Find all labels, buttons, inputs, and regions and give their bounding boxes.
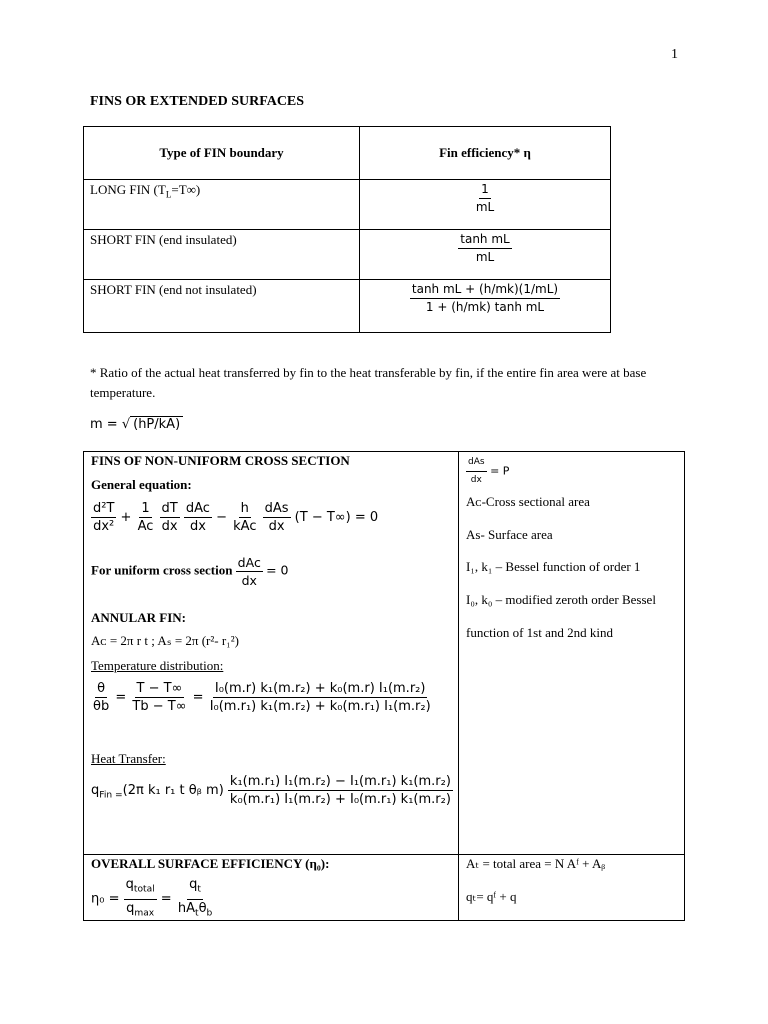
note-bessel-1: I₁, k₁ – Bessel function of order 1 [466, 559, 641, 574]
general-equation-label: General equation: [91, 477, 192, 492]
annular-areas: Aᴄ = 2π r t ; Aₛ = 2π (r²- r₁²) [91, 633, 239, 648]
temperature-equation: $\frac{\theta}{\theta b}$ = $\frac{T - T\infty}{Tb - T\infty}$ = $\frac{\text{I₀(m.r) k₁(m.r₂) + k₀(m.r) I₁(m.r₂)}}{\text{I₀(m.r₁) k₁(m.r₂) + k₀(m.r₁) I₁(m.r₂)}}$ [93, 681, 431, 714]
das-equation: $\frac{\text{dAs}}{dx}$ = P [466, 454, 509, 489]
note-qt: qₜ= qᶠ + q [466, 889, 517, 904]
nonuniform-fins-box [83, 451, 685, 921]
table-row [84, 180, 611, 230]
overall-equation: η₀ = $\frac{q_{total}}{q_{max}}$ = $\frac{q_t}{hA_t\theta_b}$ [91, 877, 213, 919]
table-cell-type: SHORT FIN (end insulated) [84, 230, 360, 280]
table-header-type: Type of FIN boundary [84, 127, 360, 180]
uniform-label: For uniform cross section $\frac{\text{dAc}}{dx}$ = 0 [91, 555, 289, 588]
fraction: $\frac{\text{tanh mL + (h/mk)(1/mL)}}{\text{1 + (h/mk) tanh mL}}$ [411, 282, 559, 314]
table-cell-type: LONG FIN $(T_L=T\infty)$ [84, 180, 360, 230]
page-heading: FINS OR EXTENDED SURFACES [90, 94, 305, 109]
m-equation: m = √ (hP/kA) [90, 416, 183, 432]
table-row [84, 280, 611, 333]
temperature-label: Temperature distribution: [91, 658, 224, 673]
general-equation: $\frac{\text{d²T}}{\text{dx²}}$ + $\frac{1}{Ac}$ $\frac{dT}{dx}$ $\frac{\text{dAc}}{dx}$ − $\frac{h}{\text{kAc}}$ $\frac{\text{dAs}}{dx}$ (T − T∞) = 0 [93, 501, 379, 534]
overall-title: OVERALL SURFACE EFFICIENCY (η₀): [91, 856, 330, 871]
table-cell-efficiency [360, 180, 611, 230]
note-bessel-0-cont: function of 1st and 2nd kind [466, 625, 613, 640]
note-total-area: Aₜ = total area = N Aᶠ + Aᵦ [466, 856, 606, 871]
note-ac: Aᴄ-Cross sectional area [466, 494, 590, 509]
fraction: $\frac{1}{mL}$ [475, 182, 495, 214]
fin-efficiency-table [83, 126, 611, 333]
table-row [84, 230, 611, 280]
table-cell-efficiency [360, 280, 611, 333]
heat-transfer-label: Heat Transfer: [91, 751, 166, 766]
page-number: 1 [671, 47, 678, 62]
table-cell-efficiency [360, 230, 611, 280]
heat-transfer-equation: $q_{Fin =}(2\pi$ k₁ r₁ t θᵦ m) $\frac{\text{k₁(m.r₁) I₁(m.r₂) − I₁(m.r₁) k₁(m.r₂)}}{\text{k₀(m.r₁) I₁(m.r₂) + I₀(m.r₁) k₁(m.r₂)}}$ [91, 774, 451, 807]
note-as: As- Surface area [466, 527, 553, 542]
annular-title: ANNULAR FIN: [91, 610, 186, 625]
footnote: * Ratio of the actual heat transferred by fin to the heat transferable by fin, if the entire fin area were at base temperature. [90, 365, 647, 400]
note-bessel-0: I₀, k₀ – modified zeroth order Bessel [466, 592, 656, 607]
table-cell-type: SHORT FIN (end not insulated) [84, 280, 360, 333]
fraction: $\frac{\text{tanh mL}}{mL}$ [460, 232, 510, 264]
nonuniform-title: FINS OF NON-UNIFORM CROSS SECTION [91, 453, 350, 468]
table-header-efficiency: Fin efficiency* η [360, 127, 611, 180]
